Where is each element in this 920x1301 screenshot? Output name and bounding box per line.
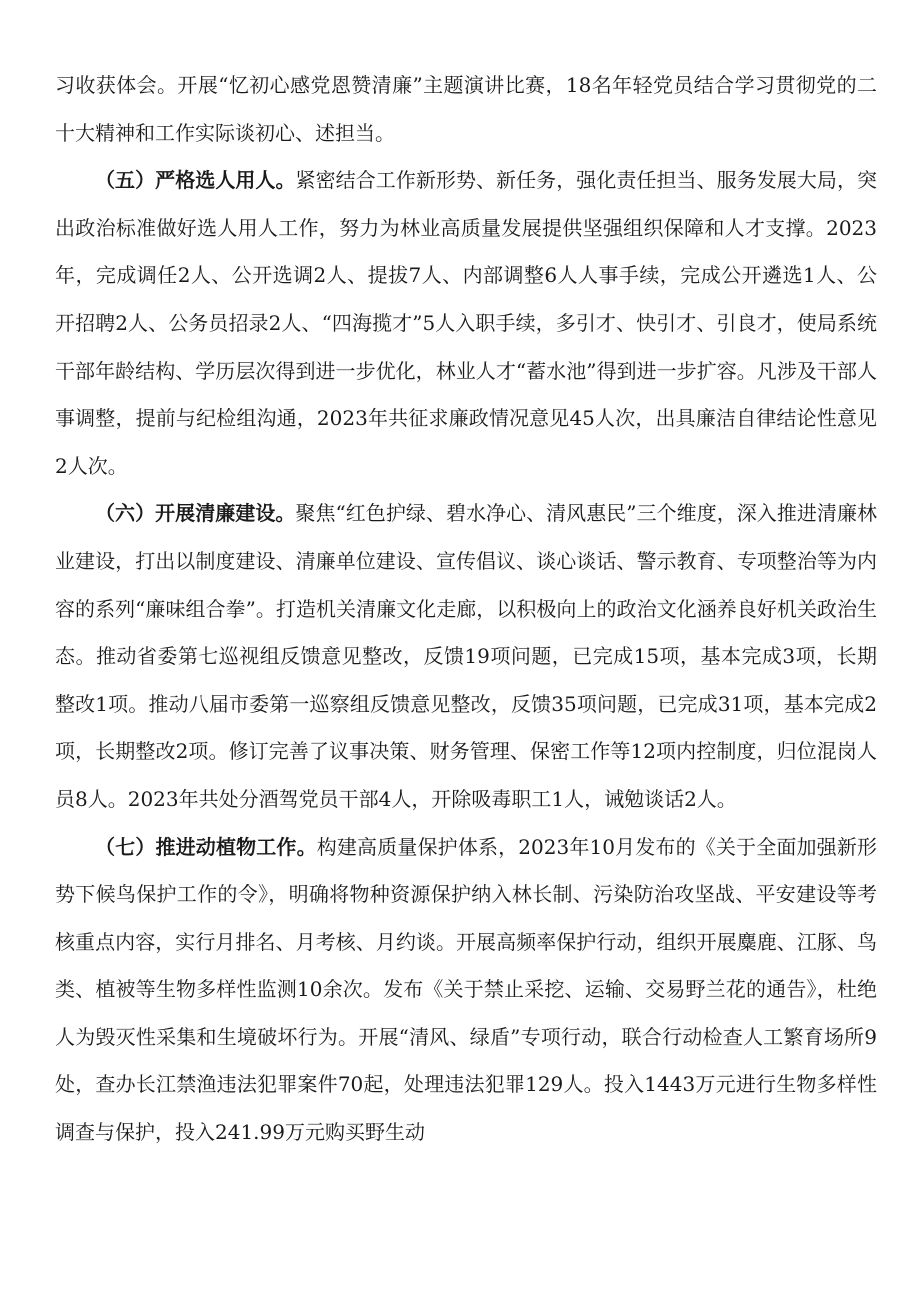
paragraph-continuation <box>55 62 877 157</box>
section-six-body: 聚焦“红色护绿、碧水净心、清风惠民”三个维度，深入推进清廉林业建设，打出以制度建设、清廉单位建设、宣传倡议、谈心谈话、警示教育、专项整治等为内容的系列“廉味组合拳”。打造机关清廉文化走廊，以积极向上的政治文化涵养良好机关政治生态。推动省委第七巡视组反馈意见整改，反馈19项问题，已完成15项，基本完成3项，长期整改1项。推动八届市委第一巡察组反馈意见整改，反馈35项问题，已完成31项，基本完成2项，长期整改2项。修订完善了议事决策、财务管理、保密工作等12项内控制度，归位混岗人员8人。2023年共处分酒驾党员干部4人，开除吸毒职工1人，诫勉谈话2人。 <box>55 501 878 811</box>
document-page <box>55 62 877 1157</box>
section-six-heading: （六）开展清廉建设。 <box>95 501 296 526</box>
section-five-paragraph <box>55 157 877 490</box>
section-five-heading: （五）严格选人用人。 <box>95 168 296 193</box>
section-seven-body: 构建高质量保护体系，2023年10月发布的《关于全面加强新形势下候鸟保护工作的令》，明确将物种资源保护纳入林长制、污染防治攻坚战、平安建设等考核重点内容，实行月排名、月考核、月约谈。开展高频率保护行动，组织开展麋鹿、江豚、鸟类、植被等生物多样性监测10余次。发布《关于禁止采挖、运输、交易野兰花的通告》，杜绝人为毁灭性采集和生境破坏行为。开展“清风、绿盾”专项行动，联合行动检查人工繁育场所9处，查办长江禁渔违法犯罪案件70起，处理违法犯罪129人。投入1443万元进行生物多样性调查与保护，投入241.99万元购买野生动 <box>55 834 877 1145</box>
section-seven-heading: （七）推进动植物工作。 <box>95 834 317 859</box>
section-six-paragraph <box>55 490 877 823</box>
paragraph-body: 习收获体会。开展“忆初心感党恩赞清廉”主题演讲比赛，18名年轻党员结合学习贯彻党的二十大精神和工作实际谈初心、述担当。 <box>55 73 877 145</box>
section-seven-paragraph <box>55 824 877 1157</box>
section-five-body: 紧密结合工作新形势、新任务，强化责任担当、服务发展大局，突出政治标准做好选人用人工作，努力为林业高质量发展提供坚强组织保障和人才支撑。2023年，完成调任2人、公开选调2人、提拔7人、内部调整6人人事手续，完成公开遴选1人、公开招聘2人、公务员招录2人、“四海揽才”5人入职手续，多引才、快引才、引良才，使局系统干部年龄结构、学历层次得到进一步优化，林业人才“蓄水池”得到进一步扩容。凡涉及干部人事调整，提前与纪检组沟通，2023年共征求廉政情况意见45人次，出具廉洁自律结论性意见2人次。 <box>55 168 878 478</box>
